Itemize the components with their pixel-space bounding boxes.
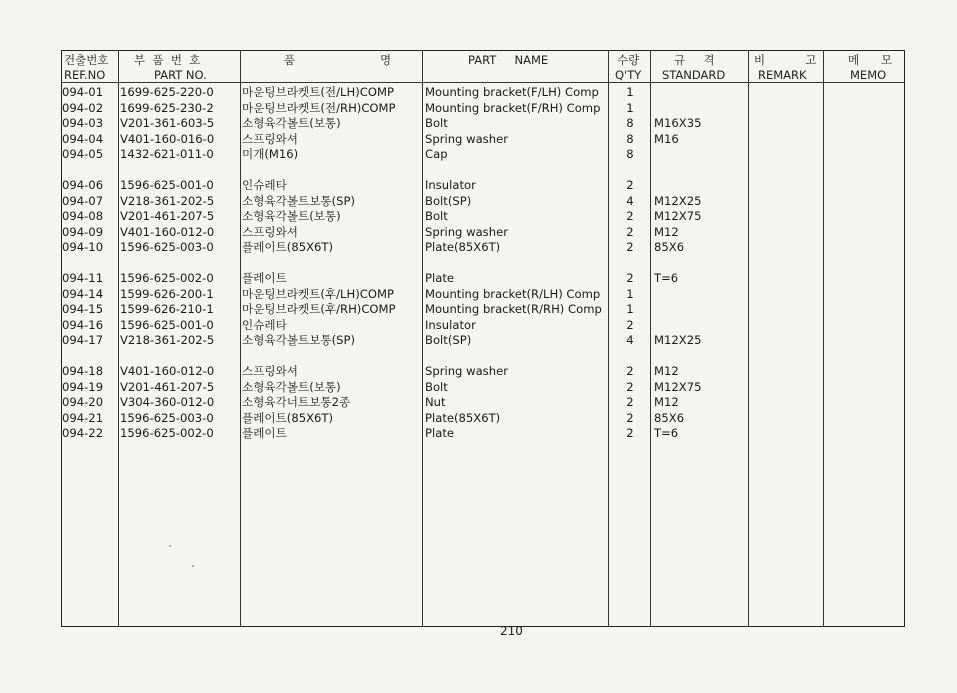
- cell-qty: 2: [626, 410, 634, 425]
- cell-eng: Mounting bracket(R/LH) Comp: [425, 286, 601, 301]
- header-ref-kor: 건출번호: [64, 53, 109, 67]
- table-row: [62, 178, 904, 194]
- cell-eng: Bolt: [425, 209, 448, 223]
- cell-ref: 094-08: [62, 209, 104, 223]
- cell-ref: 094-15: [62, 302, 104, 316]
- cell-part: 1596-625-003-0: [120, 410, 214, 425]
- header-qty-eng: Q'TY: [615, 68, 642, 82]
- cell-eng: Spring washer: [425, 131, 508, 146]
- cell-qty: 2: [626, 209, 634, 223]
- cell-std: T=6: [654, 271, 679, 285]
- header-part-kor: 부 품 번 호: [134, 53, 201, 67]
- cell-eng: Bolt: [425, 379, 448, 394]
- cell-eng: Bolt: [425, 116, 448, 130]
- cell-kor: 플레이트(85X6T): [242, 240, 333, 254]
- cell-std: M12X25: [654, 333, 702, 347]
- cell-ref: 094-16: [62, 317, 104, 332]
- cell-kor: 플레이트: [242, 426, 287, 440]
- cell-eng: Bolt(SP): [425, 193, 472, 208]
- cell-qty: 1: [626, 85, 634, 99]
- table-row: [62, 101, 904, 117]
- table-row: [62, 380, 904, 396]
- cell-part: V218-361-202-5: [120, 193, 215, 208]
- cell-ref: 094-21: [62, 410, 104, 425]
- cell-part: V401-160-016-0: [120, 131, 215, 146]
- cell-kor: 소형육각볼트(보통): [242, 379, 341, 394]
- cell-eng: Spring washer: [425, 224, 508, 239]
- header-part-name: PART NAME: [468, 53, 549, 67]
- cell-std: T=6: [654, 426, 679, 440]
- cell-std: M12: [654, 395, 679, 409]
- cell-qty: 8: [626, 147, 634, 161]
- cell-qty: 8: [626, 116, 634, 130]
- cell-qty: 8: [626, 131, 634, 146]
- cell-ref: 094-01: [62, 85, 104, 99]
- header-part-eng: PART NO.: [154, 68, 207, 82]
- cell-qty: 2: [626, 364, 634, 378]
- header-memo-kor: 메 모: [848, 53, 893, 67]
- cell-ref: 094-03: [62, 116, 104, 130]
- cell-std: M12X25: [654, 193, 702, 208]
- header-memo-eng: MEMO: [850, 68, 887, 82]
- cell-ref: 094-02: [62, 100, 104, 115]
- cell-part: 1599-626-210-1: [120, 302, 214, 316]
- table-row: [62, 225, 904, 241]
- table-row: [62, 132, 904, 148]
- header-qty-kor: 수량: [617, 53, 640, 67]
- cell-kor: 마운팅브라켓트(전/LH)COMP: [242, 85, 394, 99]
- table-row: [62, 116, 904, 132]
- cell-qty: 2: [626, 240, 634, 254]
- cell-part: V304-360-012-0: [120, 395, 215, 409]
- scan-speck: [169, 545, 171, 547]
- cell-ref: 094-17: [62, 333, 104, 347]
- cell-kor: 소형육각볼트(보통): [242, 209, 341, 223]
- cell-qty: 2: [626, 395, 634, 409]
- cell-std: 85X6: [654, 410, 685, 425]
- header-name-kor-2: 명: [380, 53, 392, 67]
- cell-eng: Plate: [425, 426, 454, 440]
- header-divider: [62, 82, 904, 83]
- cell-ref: 094-11: [62, 271, 104, 285]
- cell-kor: 미개(M16): [242, 147, 299, 161]
- cell-kor: 마운팅브라켓트(후/LH)COMP: [242, 286, 394, 301]
- cell-ref: 094-20: [62, 395, 104, 409]
- cell-part: 1596-625-003-0: [120, 240, 214, 254]
- cell-std: M12: [654, 224, 679, 239]
- cell-eng: Plate(85X6T): [425, 240, 501, 254]
- table-row: [62, 395, 904, 411]
- cell-kor: 인슈레타: [242, 317, 287, 332]
- cell-qty: 2: [626, 379, 634, 394]
- cell-eng: Mounting bracket(F/LH) Comp: [425, 85, 599, 99]
- cell-kor: 스프링와셔: [242, 364, 298, 378]
- cell-qty: 1: [626, 100, 634, 115]
- cell-std: M16: [654, 131, 679, 146]
- cell-kor: 스프링와셔: [242, 131, 298, 146]
- table-row: [62, 426, 904, 442]
- cell-eng: Insulator: [425, 317, 476, 332]
- cell-kor: 소형육각너트보통2종: [242, 395, 351, 409]
- cell-ref: 094-10: [62, 240, 104, 254]
- cell-part: 1699-625-220-0: [120, 85, 214, 99]
- table-row: [62, 85, 904, 101]
- header-remark-eng: REMARK: [758, 68, 807, 82]
- cell-qty: 2: [626, 426, 634, 440]
- cell-kor: 마운팅브라켓트(전/RH)COMP: [242, 100, 396, 115]
- cell-ref: 094-05: [62, 147, 104, 161]
- header-remark-kor: 비 고: [754, 53, 817, 67]
- table-row: [62, 302, 904, 318]
- cell-ref: 094-22: [62, 426, 104, 440]
- cell-part: 1432-621-011-0: [120, 147, 214, 161]
- table-row: [62, 271, 904, 287]
- cell-eng: Plate(85X6T): [425, 410, 501, 425]
- cell-kor: 소형육각볼트보통(SP): [242, 333, 355, 347]
- scan-speck: [192, 565, 194, 567]
- cell-eng: Insulator: [425, 178, 476, 192]
- cell-std: M12: [654, 364, 679, 378]
- table-row: [62, 318, 904, 334]
- cell-qty: 2: [626, 271, 634, 285]
- table-row: [62, 147, 904, 163]
- cell-eng: Plate: [425, 271, 454, 285]
- cell-part: 1596-625-001-0: [120, 178, 214, 192]
- cell-eng: Cap: [425, 147, 448, 161]
- cell-part: V218-361-202-5: [120, 333, 215, 347]
- cell-part: V201-461-207-5: [120, 209, 215, 223]
- cell-ref: 094-18: [62, 364, 104, 378]
- table-row: [62, 194, 904, 210]
- cell-eng: Nut: [425, 395, 446, 409]
- cell-part: 1596-625-002-0: [120, 271, 214, 285]
- header-name-kor-1: 품: [284, 53, 296, 67]
- cell-part: V201-461-207-5: [120, 379, 215, 394]
- cell-ref: 094-06: [62, 178, 104, 192]
- table-row: [62, 364, 904, 380]
- header-ref-eng: REF.NO: [64, 68, 106, 82]
- cell-qty: 4: [626, 333, 634, 347]
- cell-ref: 094-09: [62, 224, 104, 239]
- cell-eng: Mounting bracket(R/RH) Comp: [425, 302, 602, 316]
- table-row: [62, 209, 904, 225]
- page-number: 210: [500, 624, 523, 638]
- cell-kor: 스프링와셔: [242, 224, 298, 239]
- cell-part: 1596-625-001-0: [120, 317, 214, 332]
- cell-ref: 094-14: [62, 286, 104, 301]
- cell-eng: Mounting bracket(F/RH) Comp: [425, 100, 601, 115]
- table-row: [62, 333, 904, 349]
- cell-eng: Spring washer: [425, 364, 508, 378]
- cell-std: M16X35: [654, 116, 702, 130]
- cell-qty: 1: [626, 286, 634, 301]
- table-row: [62, 240, 904, 256]
- cell-kor: 소형육각볼트보통(SP): [242, 193, 355, 208]
- cell-qty: 2: [626, 178, 634, 192]
- cell-part: 1699-625-230-2: [120, 100, 214, 115]
- cell-part: V401-160-012-0: [120, 224, 215, 239]
- cell-kor: 소형육각볼트(보통): [242, 116, 341, 130]
- table-row: [62, 411, 904, 427]
- cell-kor: 플레이트(85X6T): [242, 410, 333, 425]
- header-std-kor: 규 격: [674, 53, 715, 67]
- cell-ref: 094-07: [62, 193, 104, 208]
- cell-part: V201-361-603-5: [120, 116, 215, 130]
- cell-qty: 4: [626, 193, 634, 208]
- table-row: [62, 287, 904, 303]
- cell-std: M12X75: [654, 379, 702, 394]
- cell-kor: 인슈레타: [242, 178, 287, 192]
- cell-kor: 마운팅브라켓트(후/RH)COMP: [242, 302, 396, 316]
- cell-ref: 094-19: [62, 379, 104, 394]
- parts-table: [61, 50, 905, 627]
- cell-kor: 플레이트: [242, 271, 287, 285]
- cell-qty: 2: [626, 224, 634, 239]
- cell-part: V401-160-012-0: [120, 364, 215, 378]
- cell-std: 85X6: [654, 240, 685, 254]
- cell-part: 1599-626-200-1: [120, 286, 214, 301]
- cell-ref: 094-04: [62, 131, 104, 146]
- cell-part: 1596-625-002-0: [120, 426, 214, 440]
- cell-eng: Bolt(SP): [425, 333, 472, 347]
- cell-qty: 2: [626, 317, 634, 332]
- cell-qty: 1: [626, 302, 634, 316]
- cell-std: M12X75: [654, 209, 702, 223]
- header-std-eng: STANDARD: [662, 68, 726, 82]
